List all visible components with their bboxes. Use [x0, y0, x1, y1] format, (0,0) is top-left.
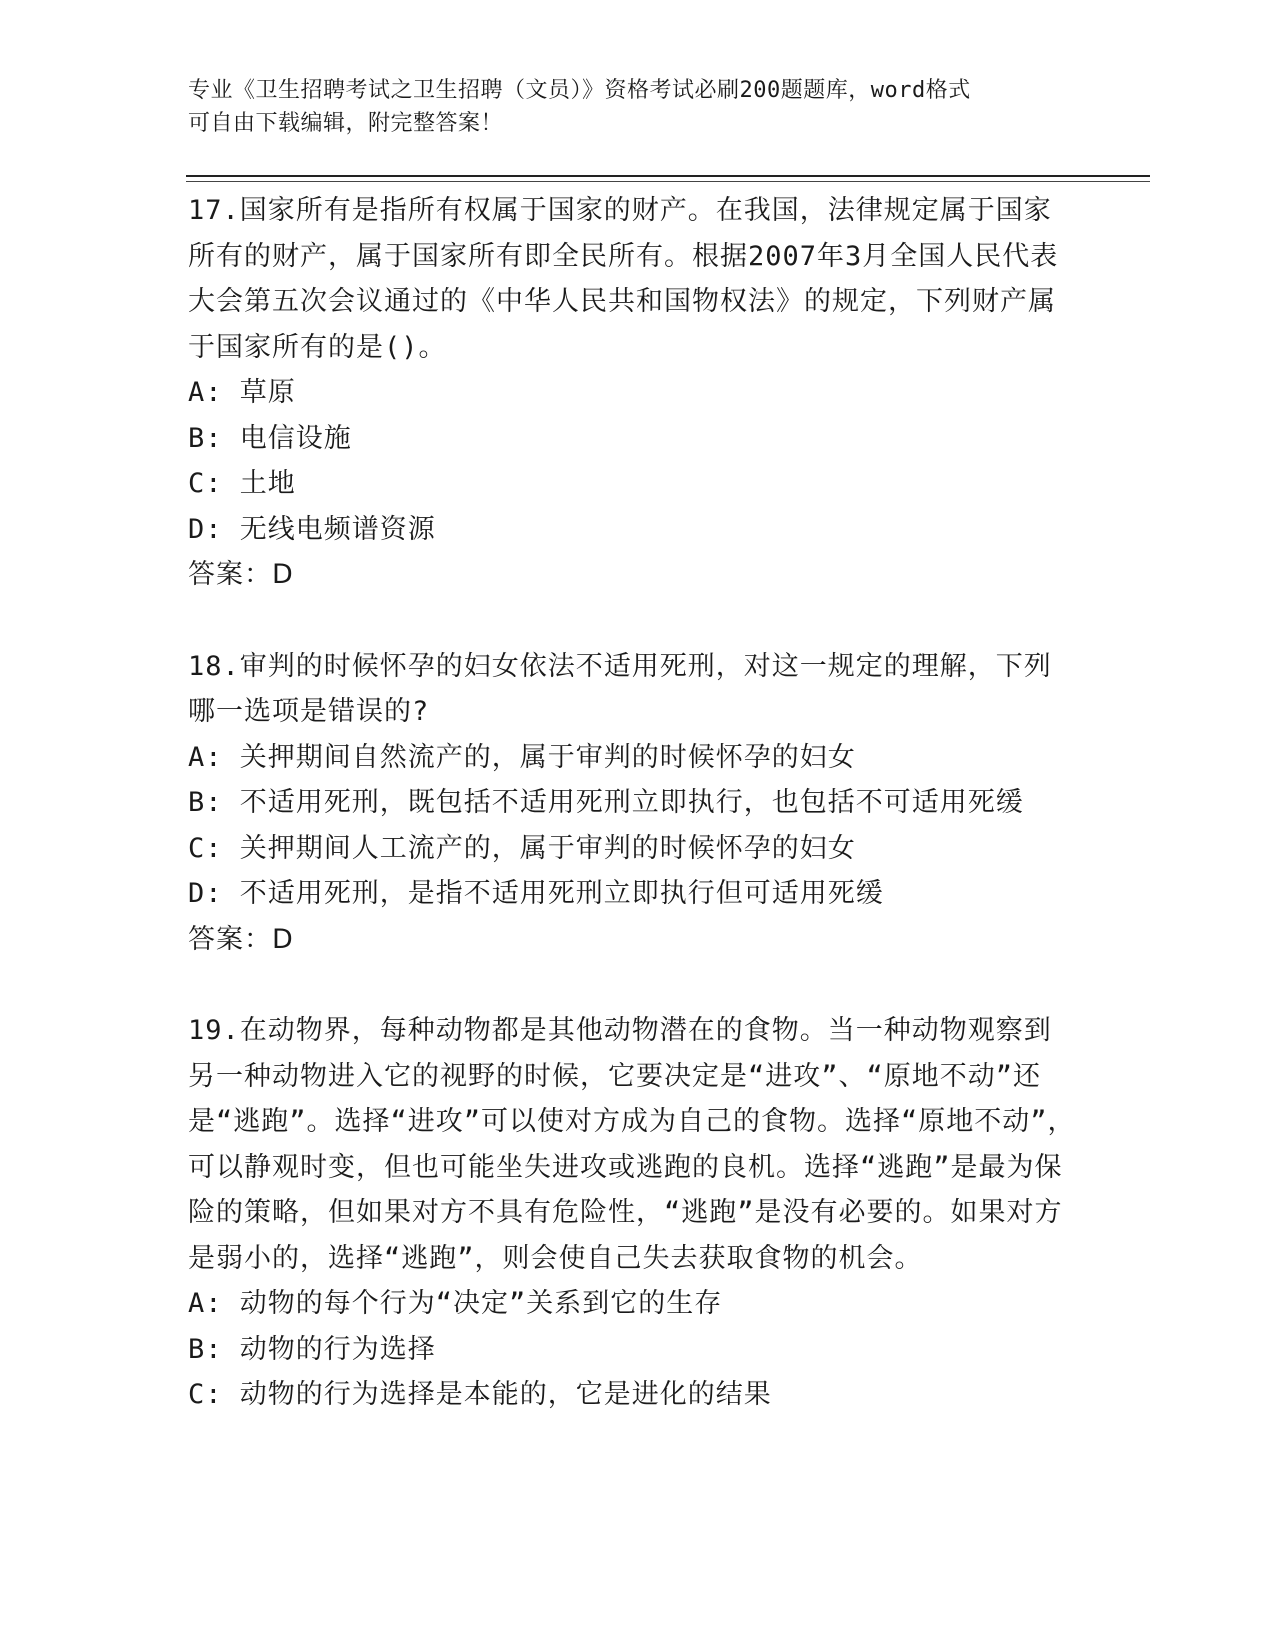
- question-stem: 19.在动物界，每种动物都是其他动物潜在的食物。当一种动物观察到另一种动物进入它的视野的时候，它要决定是“进攻”、“原地不动”还是“逃跑”。选择“进攻”可以使对方成为自己的食物。选择“原地不动”，可以静观时变，但也可能坐失进攻或逃跑的良机。选择“逃跑”是最为保险的策略，但如果对方不具有危险性，“逃跑”是没有必要的。如果对方是弱小的，选择“逃跑”，则会使自己失去获取食物的机会。: [188, 1015, 1076, 1274]
- question-17: [188, 188, 1078, 598]
- option-b: B: 动物的行为选择: [188, 1333, 436, 1365]
- header-divider: [186, 175, 1150, 177]
- option-b: B: 电信设施: [188, 422, 352, 454]
- option-a: A: 动物的每个行为“决定”关系到它的生存: [188, 1288, 723, 1319]
- header-line-1: 专业《卫生招聘考试之卫生招聘（文员）》资格考试必刷200题题库，word格式: [188, 78, 971, 103]
- answer: 答案：D: [188, 923, 294, 955]
- option-d: D: 不适用死刑，是指不适用死刑立即执行但可适用死缓: [188, 878, 884, 909]
- spacer: [188, 962, 1078, 1008]
- header-divider-thin: [186, 181, 1150, 182]
- question-19: [188, 1008, 1078, 1418]
- option-a: A: 草原: [188, 377, 296, 408]
- question-stem: 18.审判的时候怀孕的妇女依法不适用死刑，对这一规定的理解，下列哪一选项是错误的?: [188, 650, 1052, 727]
- option-c: C: 关押期间人工流产的，属于审判的时候怀孕的妇女: [188, 832, 856, 864]
- question-list: [188, 188, 1078, 1418]
- option-b: B: 不适用死刑，既包括不适用死刑立即执行，也包括不可适用死缓: [188, 787, 1024, 818]
- question-stem: 17.国家所有是指所有权属于国家的财产。在我国，法律规定属于国家所有的财产，属于国家所有即全民所有。根据2007年3月全国人民代表大会第五次会议通过的《中华人民共和国物权法》的规定，下列财产属于国家所有的是()。: [188, 195, 1059, 363]
- option-a: A: 关押期间自然流产的，属于审判的时候怀孕的妇女: [188, 741, 856, 773]
- spacer: [188, 598, 1078, 644]
- question-18: [188, 644, 1078, 963]
- option-c: C: 动物的行为选择是本能的，它是进化的结果: [188, 1379, 772, 1410]
- option-d: D: 无线电频谱资源: [188, 513, 436, 545]
- answer: 答案：D: [188, 559, 294, 590]
- option-c: C: 土地: [188, 468, 296, 499]
- document-header: [188, 74, 1068, 140]
- header-line-2: 可自由下载编辑，附完整答案！: [188, 111, 504, 136]
